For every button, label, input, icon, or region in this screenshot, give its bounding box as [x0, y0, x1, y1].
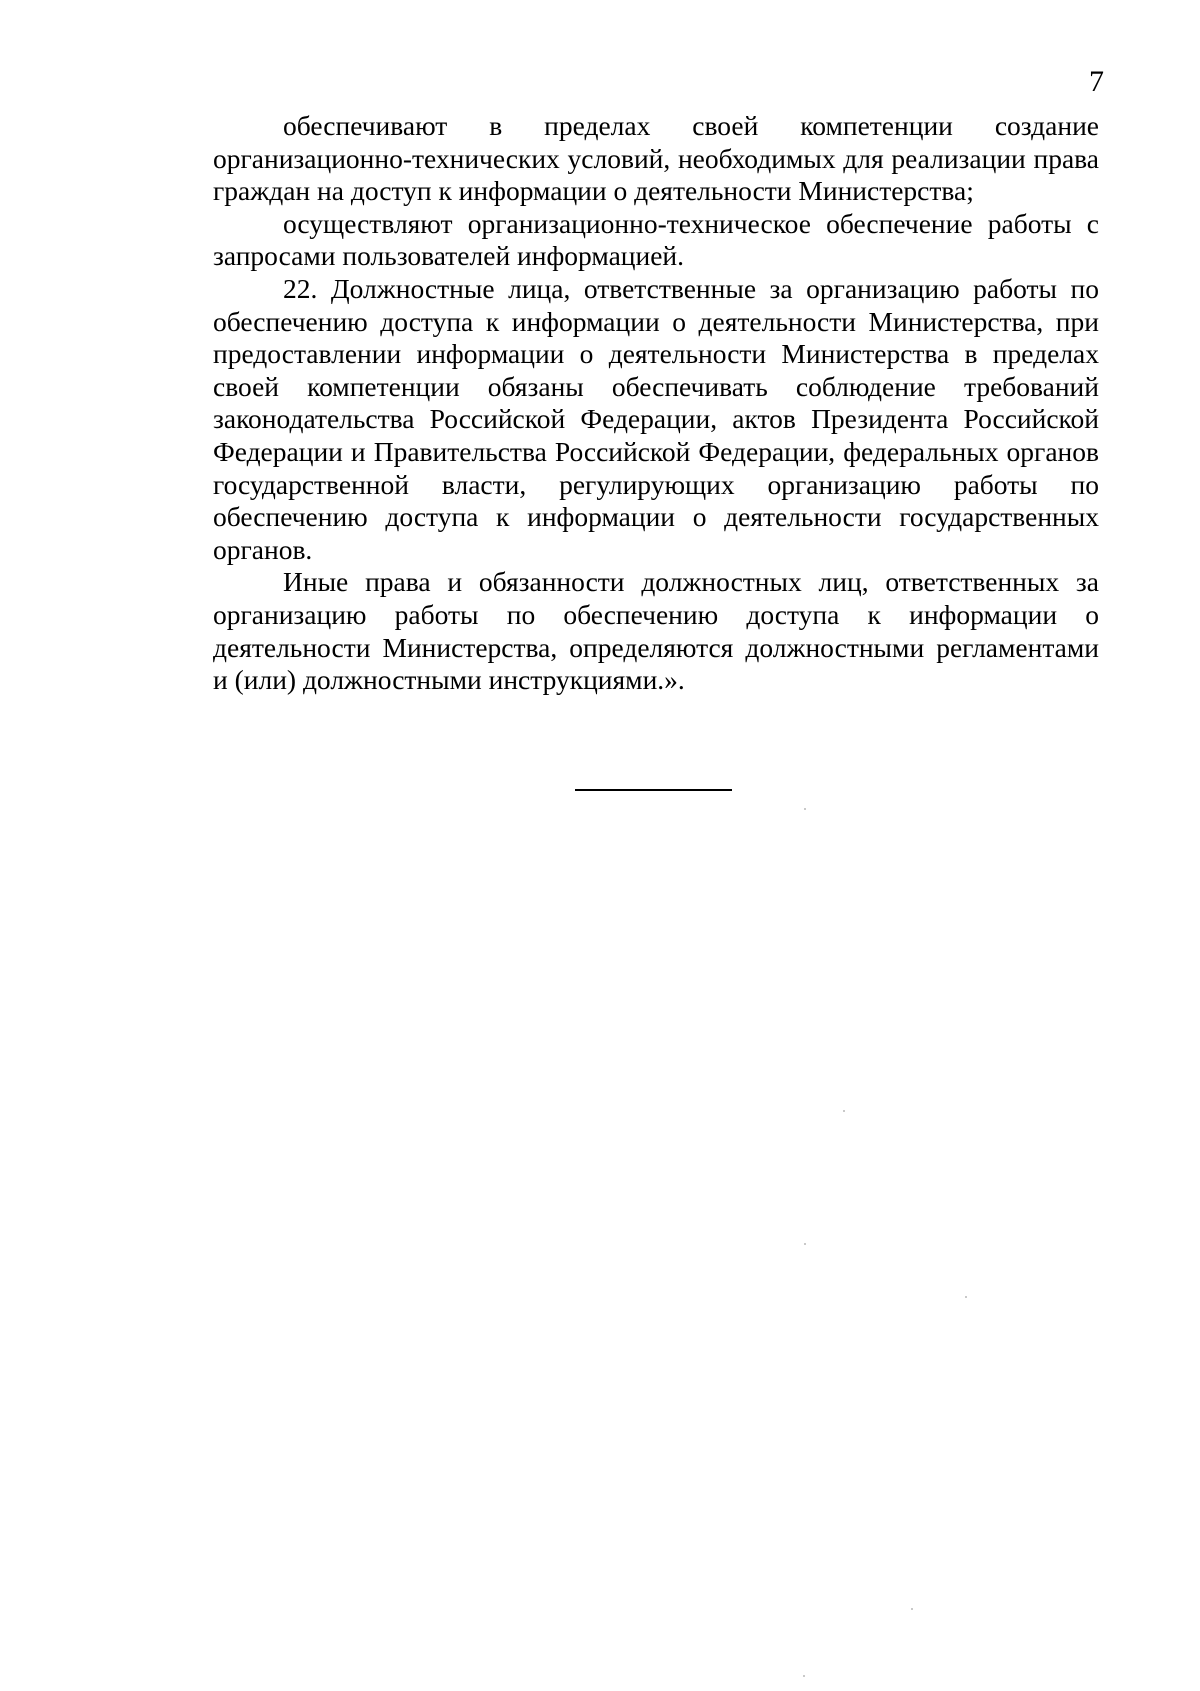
paragraph-item-22: 22. Должностные лица, ответственные за организацию работы по обеспечению доступа к информации о деятельности Министерства, при предоставлении информации о деятельности Министерства в пределах своей компетенции обязаны обеспечивать соблюдение требований законодательства Российской Федерации, актов Президента Российской Федерации и Правительства Российской Федерации, федеральных органов государственной власти, регулирующих организацию работы по обеспечению доступа к информации о деятельности государственных органов. — [213, 272, 1099, 565]
end-of-document-rule — [575, 789, 732, 791]
scan-speck — [843, 1110, 845, 1112]
paragraph-duties-requests: осуществляют организационно-техническое обеспечение работы с запросами пользователей информацией. — [213, 207, 1099, 272]
scan-speck — [804, 1243, 806, 1245]
scan-speck — [911, 1608, 913, 1610]
scan-speck — [804, 808, 806, 810]
paragraph-other-rights: Иные права и обязанности должностных лиц, ответственных за организацию работы по обеспечению доступа к информации о деятельности Министерства, определяются должностными регламентами и (или) должностными инструкциями.». — [213, 566, 1099, 696]
document-body — [213, 110, 1099, 697]
scan-speck — [965, 1296, 967, 1298]
scan-speck — [803, 1675, 805, 1677]
paragraph-duties-conditions: обеспечивают в пределах своей компетенции создание организационно-технических условий, необходимых для реализации права граждан на доступ к информации о деятельности Министерства; — [213, 110, 1099, 207]
page-number: 7 — [1089, 65, 1104, 98]
